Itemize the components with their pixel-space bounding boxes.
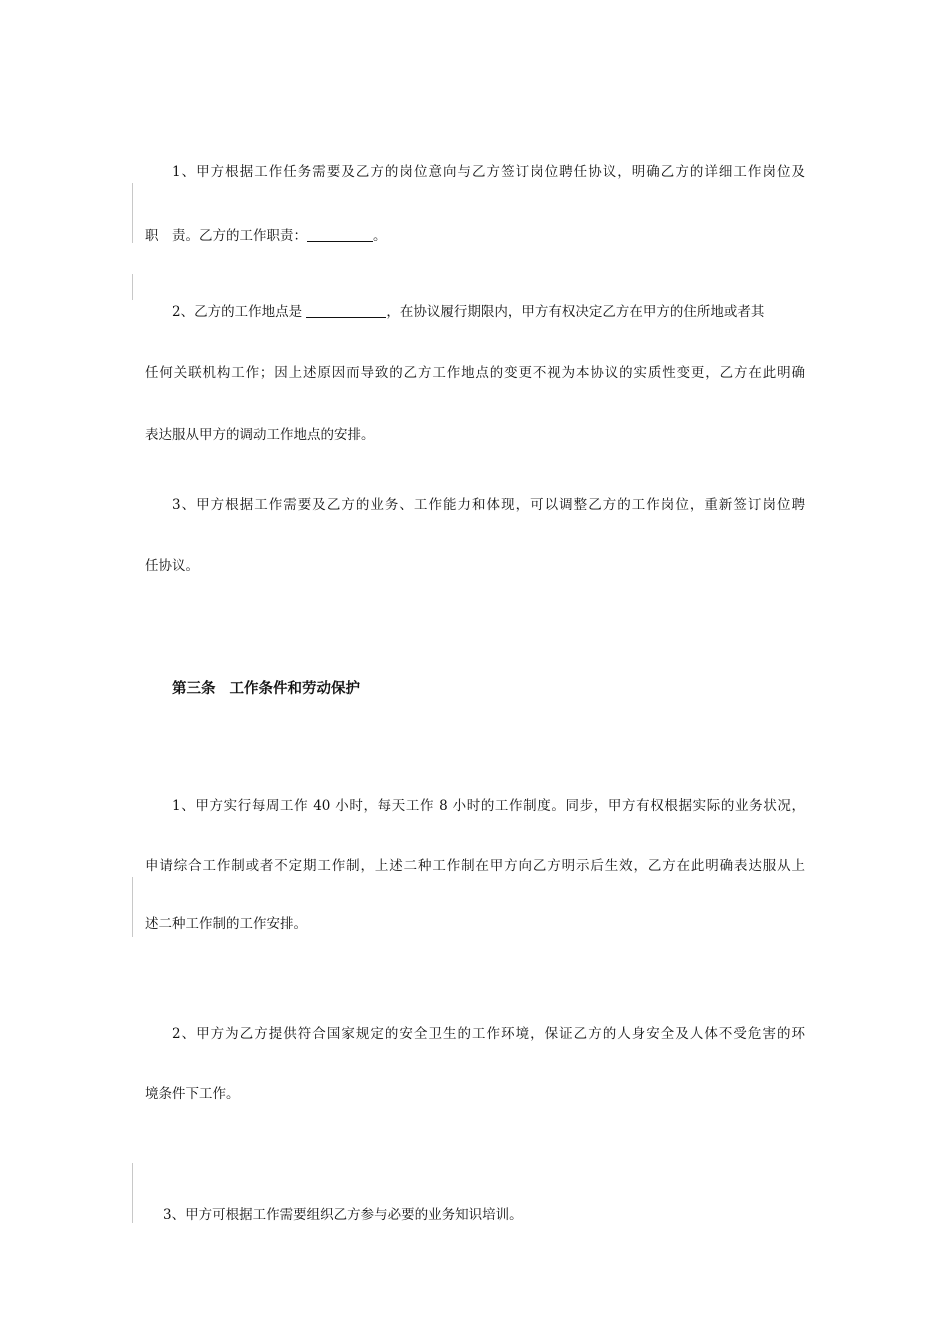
paragraph-line: 表达服从甲方的调动工作地点的安排。 (145, 427, 375, 443)
fill-in-blank (307, 227, 373, 242)
text-segment: 。 (373, 228, 387, 244)
fill-in-blank (306, 303, 386, 318)
heading-title: 工作条件和劳动保护 (229, 681, 360, 697)
paragraph-line: 1、甲方实行每周工作 40 小时，每天工作 8 小时的工作制度。同步，甲方有权根据实际的业务状况， (172, 798, 805, 814)
text-segment: 职 责。乙方的工作职责： (145, 228, 307, 244)
heading-number: 第三条 (172, 681, 216, 697)
paragraph-line: 3、甲方可根据工作需要组织乙方参与必要的业务知识培训。 (163, 1207, 523, 1223)
paragraph-line: 任协议。 (145, 558, 199, 574)
paragraph-line: 述二种工作制的工作安排。 (145, 916, 307, 932)
paragraph-line: 境条件下工作。 (145, 1086, 240, 1102)
margin-mark (132, 183, 133, 243)
section-heading (172, 677, 360, 698)
text-segment: 2、乙方的工作地点是 (172, 304, 307, 320)
text-segment: ，在协议履行期限内，甲方有权决定乙方在甲方的住所地或者其 (386, 304, 765, 320)
margin-mark (132, 1163, 133, 1223)
paragraph-line (145, 226, 805, 246)
margin-mark (132, 274, 133, 300)
margin-mark (132, 877, 133, 937)
paragraph-line: 1、甲方根据工作任务需要及乙方的岗位意向与乙方签订岗位聘任协议，明确乙方的详细工作岗位及 (172, 164, 805, 180)
paragraph-line: 申请综合工作制或者不定期工作制，上述二种工作制在甲方向乙方明示后生效，乙方在此明确表达服从上 (145, 858, 805, 874)
paragraph-line: 3、甲方根据工作需要及乙方的业务、工作能力和体现，可以调整乙方的工作岗位，重新签订岗位聘 (172, 497, 805, 513)
paragraph-line: 2、甲方为乙方提供符合国家规定的安全卫生的工作环境，保证乙方的人身安全及人体不受危害的环 (172, 1026, 805, 1042)
paragraph-line (172, 302, 805, 322)
paragraph-line: 任何关联机构工作；因上述原因而导致的乙方工作地点的变更不视为本协议的实质性变更，乙方在此明确 (145, 365, 805, 381)
